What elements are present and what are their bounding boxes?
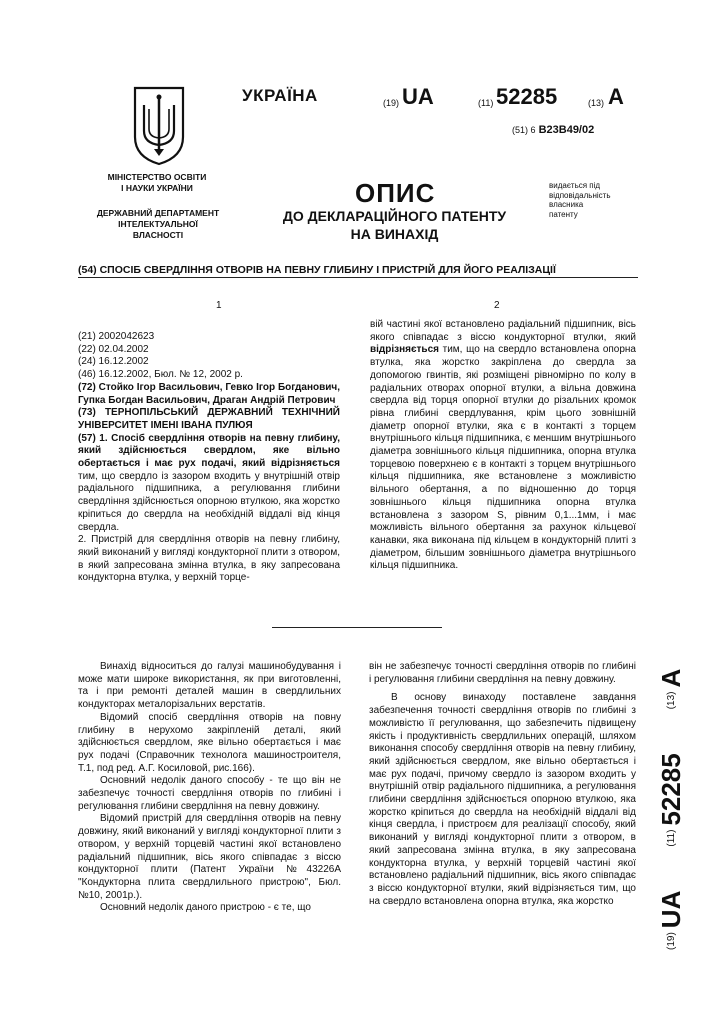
description-paragraph: Відомий пристрій для свердління отворів на певну довжину, який виконаний у вигляді кондукторної плити з отвором, у верхній торцевій частині якої встановлено радіальний підшипник, вісь якого співпадає з віссю кондукторної плити (Патент України №43226А "Кондукторна плита свердлильного пристрою", Бюл. №10, 2001р.). bbox=[78, 813, 341, 901]
inid-11: (11) bbox=[478, 98, 494, 108]
department-line: ІНТЕЛЕКТУАЛЬНОЇ bbox=[118, 219, 198, 229]
note-line: патенту bbox=[549, 209, 578, 219]
side-kind-code: A bbox=[655, 668, 686, 688]
section-rule-divider bbox=[272, 627, 442, 628]
description-right-column bbox=[369, 661, 636, 908]
claim-2-cont bbox=[370, 319, 636, 573]
ministry-name bbox=[82, 172, 232, 194]
description-paragraph: Винахід відноситься до галузі машинобудування і може мати широке використання, як при виготовленні, та і при ремонті деталей машин в свердлильних кондукторах металорізальних верстатів. bbox=[78, 661, 341, 711]
claim-keyword: відрізняється bbox=[271, 458, 340, 470]
note-line: власника bbox=[549, 200, 584, 209]
subtitle-line: ДО ДЕКЛАРАЦІЙНОГО ПАТЕНТУ bbox=[282, 208, 507, 224]
subtitle-line: НА ВИНАХІД bbox=[350, 226, 439, 242]
description-paragraph: Основний недолік даного способу - те що він не забезпечує точності свердління отворів по глибині і регулювання глибини свердління на певну довжину. bbox=[78, 775, 341, 812]
ipc-code: (51) 6 bbox=[512, 125, 536, 135]
department-line: ВЛАСНОСТІ bbox=[132, 230, 184, 240]
biblio-line: (24) 16.12.2002 bbox=[78, 356, 149, 368]
column-number: 2 bbox=[494, 300, 500, 311]
biblio-line: (46) 16.12.2002, Бюл. № 12, 2002 р. bbox=[78, 369, 243, 381]
bibliographic-data bbox=[78, 331, 340, 585]
description-paragraph: Відомий спосіб свердління отворів на повну глибину в нерухомо закріпленій деталі, який здійснюється свердлом, яке вільно обертається і має рух подачі (Справочник технолога машиностроителя, Т.1, под ред. А.Г. Косиловой, рис.166). bbox=[78, 711, 341, 774]
note-line: відповідальність bbox=[549, 190, 611, 200]
claim-2-start: 2. Пристрій для свердління отворів на певну глибину, який виконаний у вигляді кондукторної плити з отвором, в який запресована змінна втулка, в яку запресована кондукторна втулка, у верхній торце- bbox=[78, 534, 340, 584]
ipc-classification bbox=[512, 124, 594, 136]
document-type: ОПИС bbox=[355, 178, 436, 208]
document-subtitle bbox=[272, 207, 517, 243]
side-country-code: UA bbox=[655, 890, 686, 929]
side-inid-13: (13) bbox=[665, 691, 677, 710]
side-patent-number: 52285 bbox=[655, 753, 686, 826]
claims-right bbox=[370, 319, 636, 573]
country-code-label bbox=[383, 93, 399, 111]
country-code: UA bbox=[402, 84, 434, 109]
biblio-line: (21) 2002042623 bbox=[78, 331, 155, 342]
country-name: УКРАЇНА bbox=[242, 86, 318, 105]
inid-13: (13) bbox=[588, 98, 605, 108]
inid-19: (19) bbox=[383, 98, 400, 108]
claims-left bbox=[78, 433, 340, 585]
claim-1 bbox=[78, 433, 340, 535]
claim-text: вій частині якої встановлено радіальний підшипник, вісь якого співпадає з віссю кондукторної втулки, який bbox=[370, 319, 636, 343]
inid-13-label bbox=[588, 93, 604, 111]
department-name bbox=[78, 208, 238, 241]
side-publication-label bbox=[651, 560, 691, 950]
column-number: 1 bbox=[216, 300, 222, 311]
invention-title: (54) СПОСІБ СВЕРДЛІННЯ ОТВОРІВ НА ПЕВНУ ГЛИБИНУ І ПРИСТРІЙ ДЛЯ ЙОГО РЕАЛІЗАЦІЇ bbox=[78, 264, 556, 276]
side-inid-19: (19) bbox=[665, 932, 677, 950]
title-rule-divider bbox=[78, 277, 638, 278]
biblio-line: (72) Стойко Ігор Васильович, Гевко Ігор Богданович, Гупка Богдан Васильович, Драган Андрій Петрович bbox=[78, 381, 340, 406]
description-left-column bbox=[78, 661, 341, 915]
ministry-line: І НАУКИ УКРАЇНИ bbox=[121, 183, 193, 193]
description-paragraph: В основу винаходу поставлене завдання забезпечення точності свердління отворів по глибині з можливістю її регулювання, що забезпечить підвищену якість і продуктивність свердлильних операцій, шляхом виконання способу свердління отворів на певну глибину, який здійснюється свердлом, яке вільно обертається і має рух подачі, причому свердло із зазором входить у внутрішній отвір радіального підшипника, а регулювання глибини свердління здійснюється опорною втулкою, яка жорстко кріпиться до свердла на необхідній віддалі від кінця свердла, і пристроєм для реалізації способу, який виконаний у вигляді кондукторної плити з отвором, в який запресована змінна втулка, в яку запресована кондукторна втулка, у верхній торцевій частині якої встановлено радіальний підшипник, вісь якого співпадає з віссю кондукторної втулки, який відрізняється тим, що на свердло встановлена опорна втулка, яка жорстко bbox=[369, 692, 636, 907]
department-line: ДЕРЖАВНИЙ ДЕПАРТАМЕНТ bbox=[96, 208, 220, 218]
claim-keyword: відрізняється bbox=[370, 344, 439, 356]
note-line: видається під bbox=[549, 181, 601, 190]
issued-note bbox=[549, 181, 649, 219]
biblio-line: (73) ТЕРНОПІЛЬСЬКИЙ ДЕРЖАВНИЙ ТЕХНІЧНИЙ УНІВЕРСИТЕТ ІМЕНІ ІВАНА ПУЛЮЯ bbox=[78, 407, 340, 431]
description-paragraph: Основний недолік даного пристрою - є те, що bbox=[100, 902, 311, 914]
patent-number: 52285 bbox=[496, 84, 558, 109]
kind-code: A bbox=[608, 84, 624, 109]
side-inid-11: (11) bbox=[665, 829, 677, 847]
claim-text: тим, що на свердло встановлена опорна втулка, яка жорстко закріплена до свердла за допомогою гвинтів, які розміщені рівномірно по колу в радіальних отворах опорної втулки, а вільна довжина свердла від торця опорної втулки до різальних кромок рівна глибині свердлування, крім цього зовнішній діаметр опорної втулки, яка є в контакті з торцем внутрішнього кільця підшипника, є меншим внутрішнього діаметра зовнішнього кільця підшипника, опорна втулка торцевою поверхнею є в контакті з торцем внутрішнього кільця підшипника, яке встановлене з можливістю вільного обертання, а по відношенню до торця зовнішнього кільця підшипника опорна втулка встановлена з зазором S, рівним 0,1...1мм, і має можливість вільного обертання за рахунок кільцевої канавки, яка виконана під кільцем в кондукторній плиті з діаметром, більшим зовнішнього діаметра внутрішнього кільця підшипника. bbox=[370, 344, 636, 572]
inid-11-label bbox=[478, 93, 493, 111]
description-paragraph: він не забезпечує точності свердління отворів по глибині і регулювання глибини свердління на певну довжину. bbox=[369, 661, 636, 685]
ministry-line: МІНІСТЕРСТВО ОСВІТИ bbox=[107, 172, 207, 182]
claim-text: тим, що свердло із зазором входить у внутрішній отвір радіального підшипника, а регулювання глибини свердління здійснюється опорною втулкою, яка жорстко кріпиться до свердла на необхідній віддалі від кінця свердла. bbox=[78, 470, 340, 533]
coat-of-arms-emblem bbox=[132, 85, 186, 167]
ipc-value: B23B49/02 bbox=[538, 124, 595, 136]
claim-text: (57) 1. Спосіб свердління отворів на певну глибину, який здійснюється свердлом, яке вільно обертається і має рух подачі, який bbox=[78, 432, 340, 470]
biblio-line: (22) 02.04.2002 bbox=[78, 343, 149, 355]
